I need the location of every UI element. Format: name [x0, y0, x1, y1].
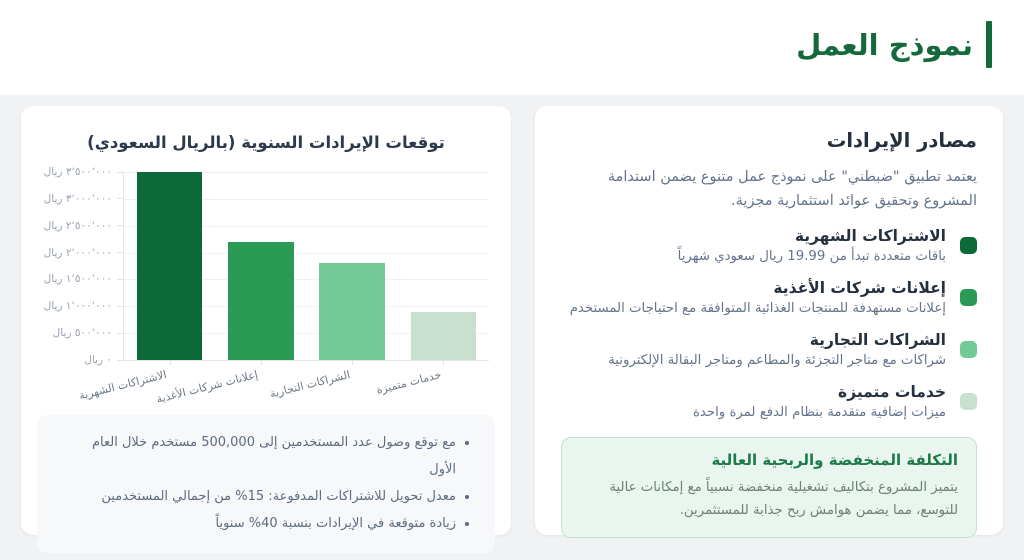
- revenue-chart-card: [21, 106, 511, 535]
- bar-1: [137, 172, 203, 360]
- highlight-title: التكلفة المنخفضة والربحية العالية: [711, 451, 958, 470]
- item-title: الشراكات التجارية: [809, 330, 946, 349]
- x-tick-label: خدمات متميزة: [374, 368, 443, 397]
- page-header: [0, 0, 1024, 95]
- x-tick-label: الشراكات التجارية: [267, 368, 351, 401]
- chart-y-axis: [37, 166, 123, 366]
- item-description: إعلانات مستهدفة للمنتجات الغذائية المتوافقة مع احتياجات المستخدم: [569, 300, 946, 316]
- item-description: ميزات إضافية متقدمة بنظام الدفع لمرة واحدة: [692, 405, 946, 421]
- item-description: شراكات مع متاجر التجزئة والمطاعم ومتاجر البقالة الإلكترونية: [608, 353, 946, 369]
- chart-title: توقعات الإيرادات السنوية (بالريال السعودي): [87, 133, 445, 152]
- y-tick-label: ٢٬٥٠٠٬٠٠٠ ريال: [43, 219, 112, 232]
- bullet-square-icon: [960, 393, 977, 410]
- bar-3: [319, 263, 385, 360]
- bar-4: [411, 312, 477, 360]
- revenue-sources-title: مصادر الإيرادات: [826, 129, 977, 152]
- bullet-square-icon: [960, 289, 977, 306]
- note-text: معدل تحويل للاشتراكات المدفوعة: 15% من إجمالي المستخدمين: [101, 489, 456, 504]
- main-content: [0, 95, 1024, 535]
- y-tick-label: ٣٬٠٠٠٬٠٠٠ ريال: [43, 192, 112, 205]
- bullet-square-icon: [960, 237, 977, 254]
- revenue-items-list: [561, 226, 977, 422]
- y-tick-label: ١٬٠٠٠٬٠٠٠ ريال: [43, 300, 112, 313]
- page-title: نموذج العمل: [796, 27, 973, 62]
- chart-notes-box: [37, 415, 495, 553]
- highlight-text: يتميز المشروع بتكاليف تشغيلية منخفضة نسبياً مع إمكانات عالية للتوسع، مما يضمن هوامش ربح جذابة للمستثمرين.: [609, 480, 958, 518]
- cost-profit-highlight-box: [561, 437, 977, 538]
- bullet-dot-icon: [465, 495, 469, 499]
- note-text: زيادة متوقعة في الإيرادات بنسبة 40% سنوياً: [215, 516, 456, 531]
- note-line: [63, 510, 469, 537]
- bullet-square-icon: [960, 341, 977, 358]
- y-tick-label: ٥٠٠٬٠٠٠ ريال: [52, 327, 112, 340]
- y-tick-label: ٣٬٥٠٠٬٠٠٠ ريال: [43, 166, 112, 178]
- y-tick-label: ٠ ريال: [84, 354, 112, 366]
- note-line: [63, 483, 469, 510]
- bullet-dot-icon: [465, 441, 469, 445]
- item-title: إعلانات شركات الأغذية: [773, 278, 946, 297]
- bullet-dot-icon: [465, 522, 469, 526]
- list-item: [561, 278, 977, 318]
- title-accent-bar: [986, 21, 992, 68]
- list-item: [561, 382, 977, 422]
- y-tick-label: ٢٬٠٠٠٬٠٠٠ ريال: [43, 246, 112, 259]
- page-title-block: [796, 21, 992, 68]
- x-tick-label: الاشتراكات الشهرية: [77, 368, 168, 403]
- revenue-intro-text: يعتمد تطبيق "ضبطني" على نموذج عمل متنوع يضمن استدامة المشروع وتحقيق عوائد استثمارية مجزية.: [607, 169, 977, 210]
- chart-plot: [123, 172, 489, 361]
- item-title: الاشتراكات الشهرية: [794, 226, 946, 245]
- revenue-sources-card: [535, 106, 1003, 535]
- note-line: [63, 429, 469, 483]
- list-item: [561, 330, 977, 370]
- item-title: خدمات متميزة: [838, 382, 946, 401]
- x-tick-label: إعلانات شركات الأغذية: [155, 368, 260, 406]
- item-description: باقات متعددة تبدأ من 19.99 ريال سعودي شهرياً: [677, 248, 946, 264]
- bar-chart: [37, 166, 489, 409]
- list-item: [561, 226, 977, 266]
- note-text: مع توقع وصول عدد المستخدمين إلى 500,000 مستخدم خلال العام الأول: [91, 435, 456, 477]
- chart-x-axis: [77, 361, 489, 409]
- y-tick-label: ١٬٥٠٠٬٠٠٠ ريال: [43, 273, 112, 286]
- bar-2: [228, 242, 294, 360]
